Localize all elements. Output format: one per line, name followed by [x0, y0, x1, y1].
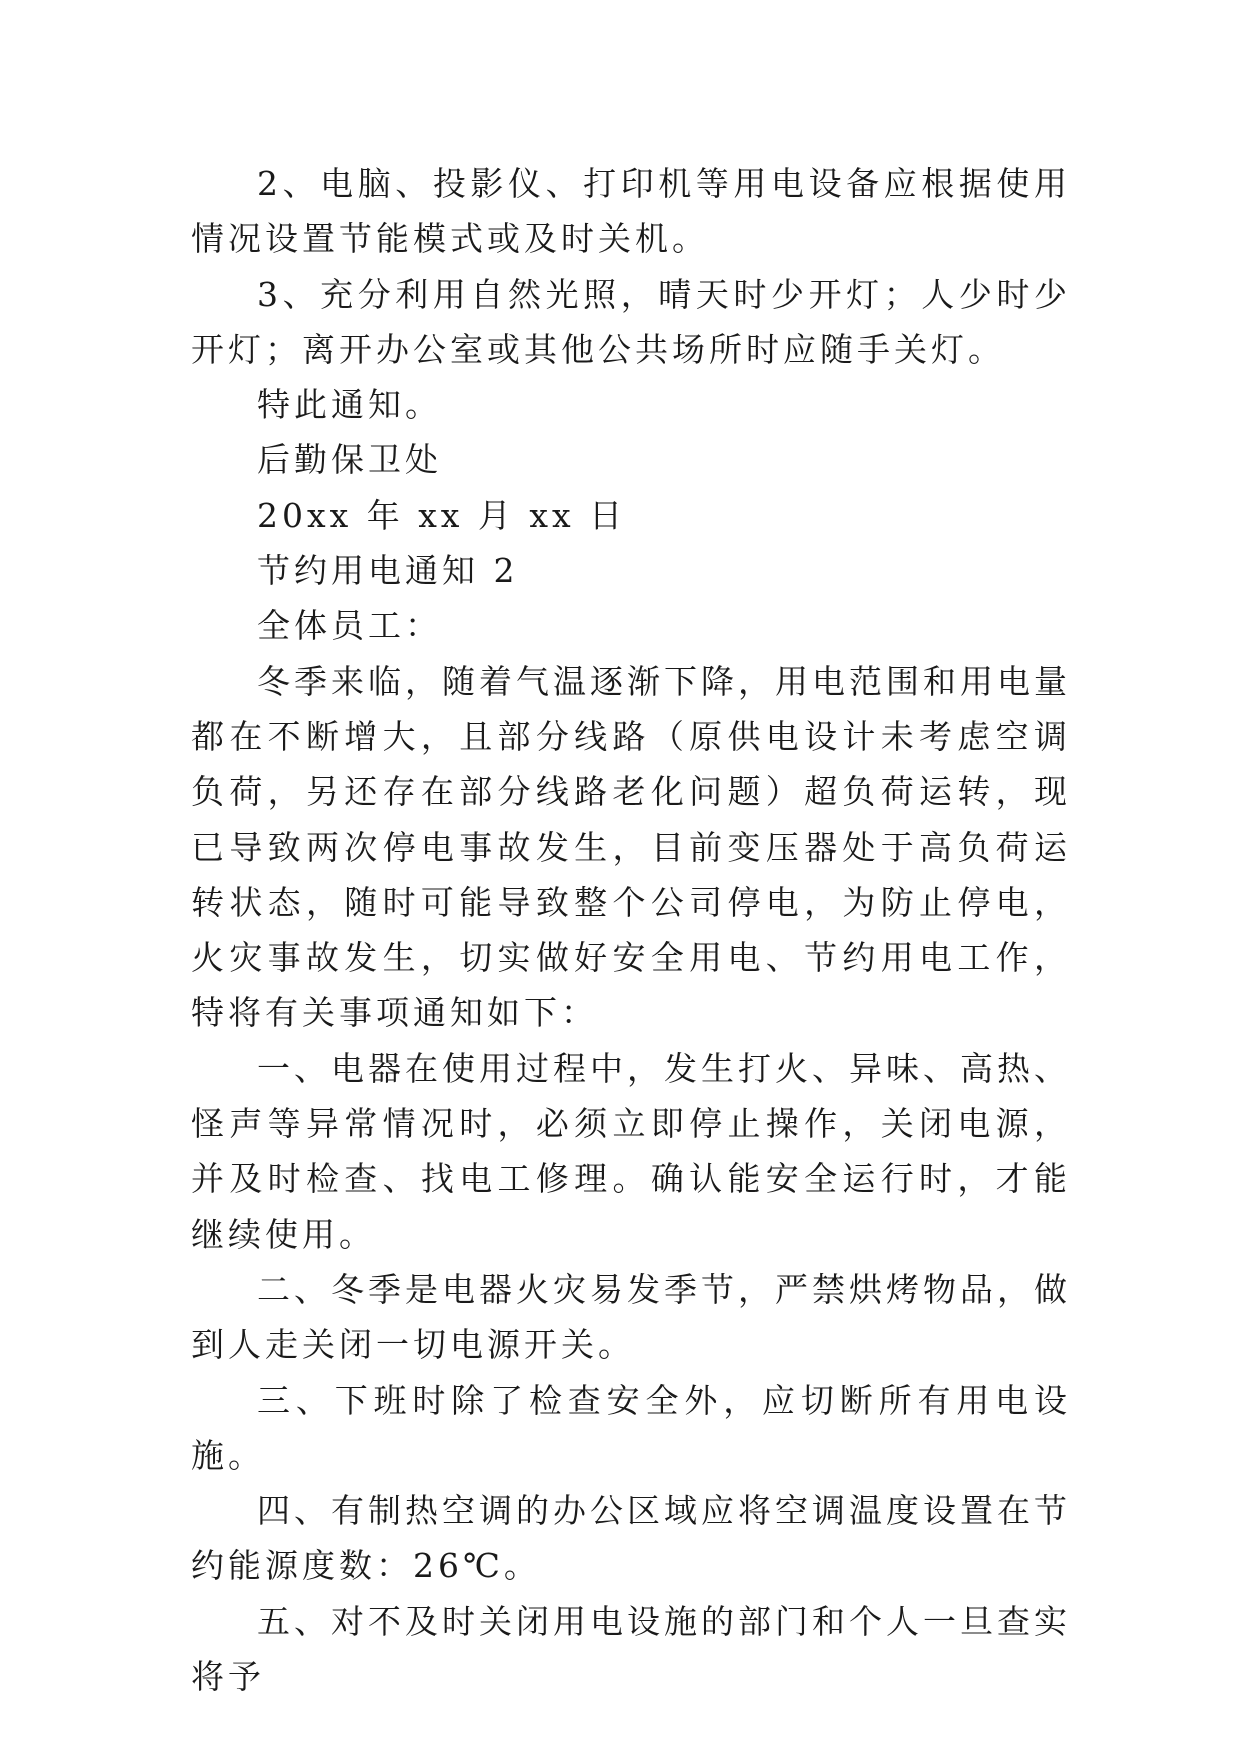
notice-title-2: 节约用电通知 2 [257, 551, 519, 591]
document-body [191, 156, 1071, 1704]
paragraph-item-one: 一、电器在使用过程中，发生打火、异味、高热、怪声等异常情况时，必须立即停止操作，关闭电源，并及时检查、找电工修理。确认能安全运行时，才能继续使用。 [191, 1048, 1071, 1254]
issuer-department: 后勤保卫处 [257, 440, 442, 480]
paragraph-item-two: 二、冬季是电器火灾易发季节，严禁烘烤物品，做到人走关闭一切电源开关。 [191, 1269, 1071, 1365]
closing-notice: 特此通知。 [257, 385, 442, 425]
paragraph-item-three: 三、下班时除了检查安全外，应切断所有用电设施。 [191, 1380, 1071, 1475]
paragraph-item-3: 3、充分利用自然光照，晴天时少开灯；人少时少开灯；离开办公室或其他公共场所时应随手关灯。 [191, 274, 1071, 369]
paragraph-intro: 冬季来临，随着气温逐渐下降，用电范围和用电量都在不断增大，且部分线路（原供电设计未考虑空调负荷，另还存在部分线路老化问题）超负荷运转，现已导致两次停电事故发生，目前变压器处于高负荷运转状态，随时可能导致整个公司停电，为防止停电，火灾事故发生，切实做好安全用电、节约用电工作，特将有关事项通知如下： [191, 661, 1071, 1033]
paragraph-item-five: 五、对不及时关闭用电设施的部门和个人一旦查实将予 [191, 1601, 1071, 1697]
issue-date: 20xx 年 xx 月 xx 日 [257, 495, 627, 535]
salutation: 全体员工： [257, 606, 442, 646]
paragraph-item-2: 2、电脑、投影仪、打印机等用电设备应根据使用情况设置节能模式或及时关机。 [191, 164, 1071, 259]
paragraph-item-four: 四、有制热空调的办公区域应将空调温度设置在节约能源度数：26℃。 [191, 1491, 1071, 1586]
